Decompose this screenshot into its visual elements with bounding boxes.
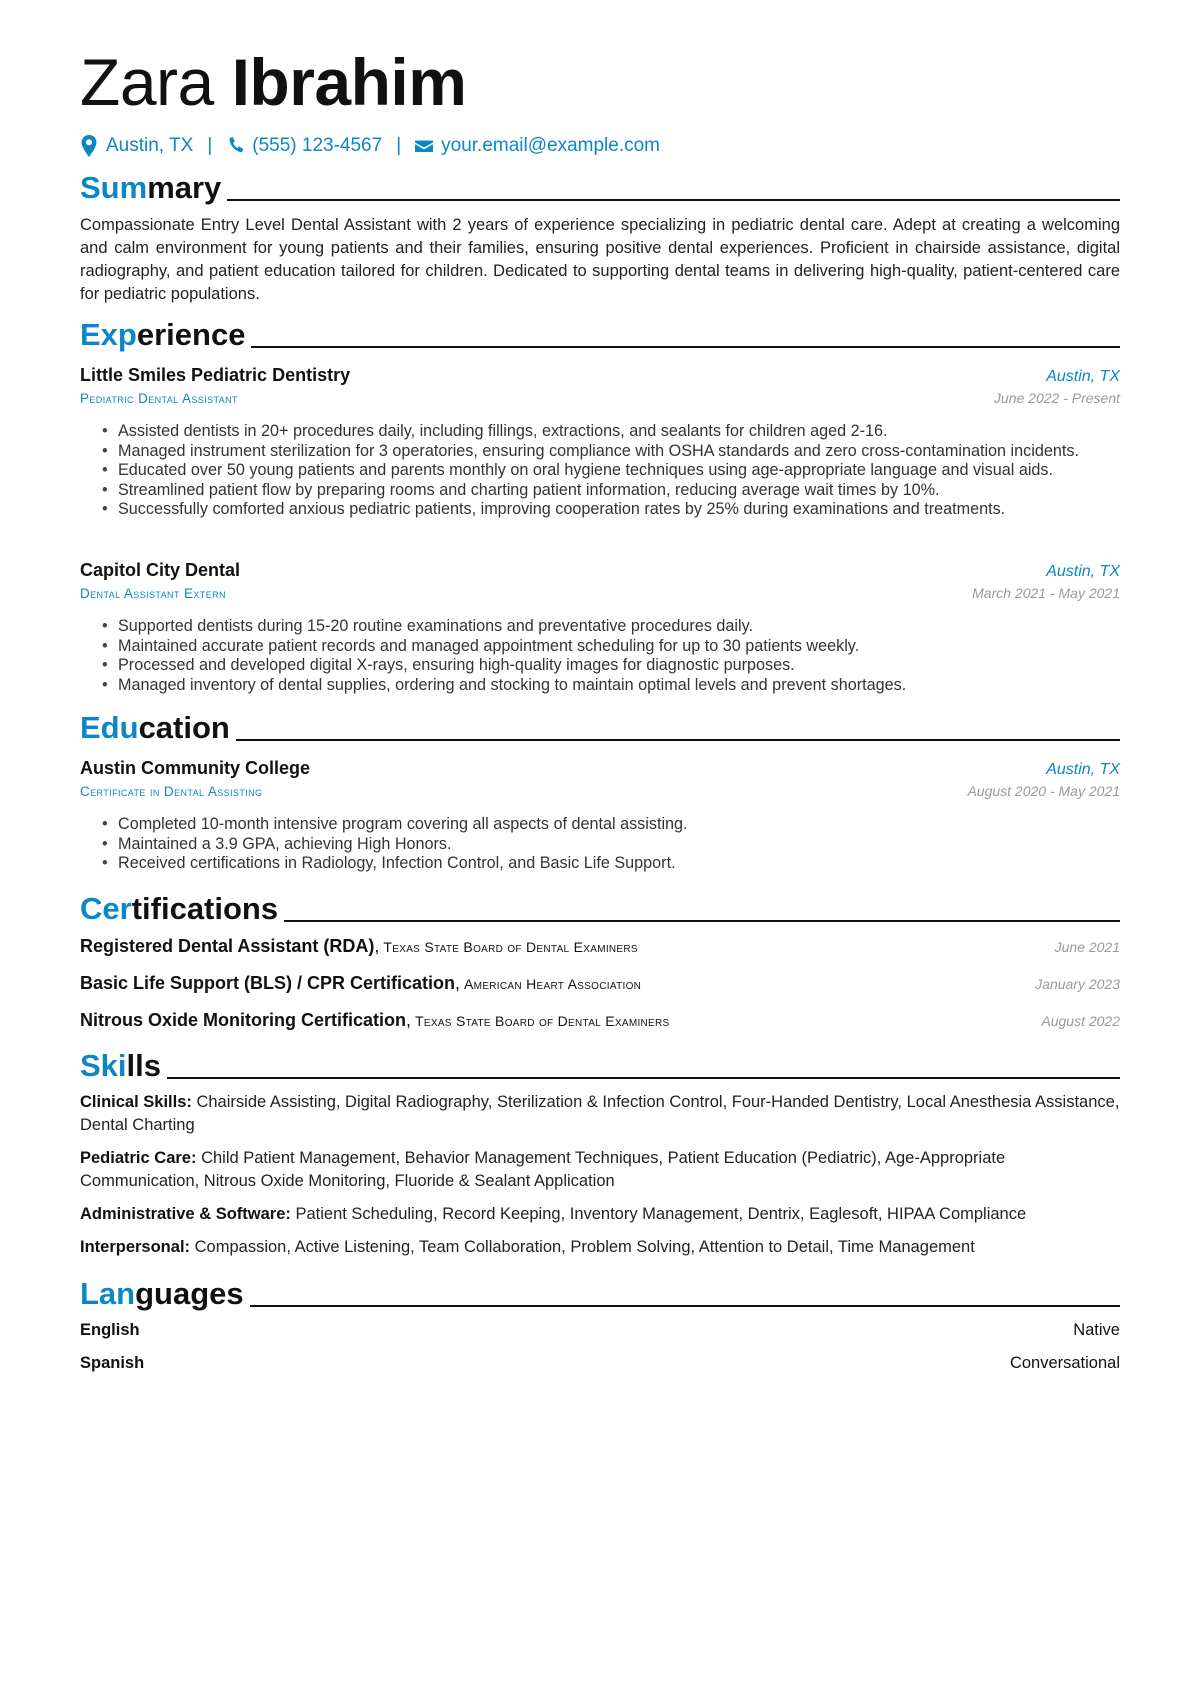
section-divider bbox=[236, 739, 1120, 741]
skill-list: Child Patient Management, Behavior Management Techniques, Patient Education (Pediatric), Age-Appropriate Communication, Nitrous Oxide Monitoring, Fluoride & Sealant Application bbox=[80, 1149, 1006, 1190]
certification-item: Registered Dental Assistant (RDA), Texas State Board of Dental Examiners June 2021 bbox=[80, 936, 1120, 956]
list-item: • Streamlined patient flow by preparing rooms and charting patient information, reducing average wait times by 10%. bbox=[80, 481, 1120, 501]
list-item: • Maintained accurate patient records and managed appointment scheduling for up to 30 patients weekly. bbox=[80, 637, 1120, 657]
section-divider bbox=[250, 1305, 1120, 1307]
school-name: Austin Community College bbox=[80, 758, 311, 778]
certification-item: Basic Life Support (BLS) / CPR Certification, American Heart Association January 2023 bbox=[80, 973, 1120, 993]
certification-date: August 2022 bbox=[1041, 1013, 1120, 1029]
language-level: Conversational bbox=[1009, 1354, 1120, 1372]
education-heading bbox=[80, 706, 1120, 746]
section-divider bbox=[284, 920, 1120, 922]
envelope-icon bbox=[415, 135, 433, 157]
list-item: • Managed inventory of dental supplies, ordering and stocking to maintain optimal levels and prevent shortages. bbox=[80, 676, 1120, 696]
contact-separator: | bbox=[396, 135, 402, 156]
certification-name: Nitrous Oxide Monitoring Certification bbox=[80, 1010, 407, 1030]
section-title: Certifications bbox=[80, 891, 279, 926]
skill-group bbox=[80, 1203, 1120, 1226]
section-title: Languages bbox=[80, 1276, 244, 1311]
program-name: Certificate in Dental Assisting bbox=[80, 784, 263, 799]
last-name: Ibrahim bbox=[231, 45, 467, 119]
certification-name: Basic Life Support (BLS) / CPR Certification bbox=[80, 973, 456, 993]
certification-name: Registered Dental Assistant (RDA) bbox=[80, 936, 375, 956]
job-location: Austin, TX bbox=[1046, 368, 1120, 385]
education-entry bbox=[80, 755, 1120, 874]
section-title: Education bbox=[80, 710, 230, 745]
contact-phone[interactable] bbox=[226, 135, 382, 157]
school-location: Austin, TX bbox=[1046, 761, 1120, 778]
job-dates: March 2021 - May 2021 bbox=[972, 585, 1120, 601]
languages-heading bbox=[80, 1272, 1120, 1312]
experience-heading bbox=[80, 313, 1120, 353]
skill-label: Pediatric Care: bbox=[80, 1149, 197, 1167]
certification-date: June 2021 bbox=[1054, 939, 1120, 955]
language-item bbox=[80, 1352, 1120, 1375]
company-name: Capitol City Dental bbox=[80, 560, 241, 580]
map-pin-icon bbox=[80, 135, 98, 157]
experience-entry bbox=[80, 557, 1120, 695]
skill-label: Interpersonal: bbox=[80, 1238, 191, 1256]
language-item bbox=[80, 1319, 1120, 1342]
first-name: Zara bbox=[80, 45, 214, 119]
skill-label: Administrative & Software: bbox=[80, 1205, 291, 1223]
location-text: Austin, TX bbox=[106, 135, 194, 156]
skill-group bbox=[80, 1236, 1120, 1259]
section-divider bbox=[167, 1077, 1120, 1079]
job-title: Pediatric Dental Assistant bbox=[80, 391, 238, 406]
list-item: • Assisted dentists in 20+ procedures daily, including fillings, extractions, and sealants for children aged 2-16. bbox=[80, 422, 1120, 442]
summary-text: Compassionate Entry Level Dental Assistant with 2 years of experience specializing in pediatric dental care. Adept at creating a welcoming and calm environment for young patients and their families, ensuring positive dental experiences. Proficient in chairside assistance, digital radiography, and patient education tailored for children. Dedicated to supporting dental teams in delivering high-quality, patient-centered care for pediatric populations. bbox=[80, 216, 1120, 303]
summary-heading bbox=[80, 166, 1120, 206]
education-bullets bbox=[80, 815, 1120, 874]
contact-email[interactable] bbox=[415, 135, 660, 157]
list-item: • Educated over 50 young patients and parents monthly on oral hygiene techniques using age-appropriate language and visual aids. bbox=[80, 461, 1120, 481]
job-dates: June 2022 - Present bbox=[993, 390, 1120, 406]
job-bullets bbox=[80, 617, 1120, 695]
section-title: Experience bbox=[80, 317, 246, 352]
education-dates: August 2020 - May 2021 bbox=[967, 783, 1120, 799]
list-item: • Managed instrument sterilization for 3 operatories, ensuring compliance with OSHA standards and zero cross-contamination incidents. bbox=[80, 442, 1120, 462]
section-title: Skills bbox=[80, 1048, 161, 1083]
skill-list: Patient Scheduling, Record Keeping, Inventory Management, Dentrix, Eaglesoft, HIPAA Compliance bbox=[295, 1205, 1027, 1223]
certification-issuer: American Heart Association bbox=[464, 976, 642, 992]
skill-list: Compassion, Active Listening, Team Collaboration, Problem Solving, Attention to Detail, Time Management bbox=[194, 1238, 975, 1256]
list-item: • Completed 10-month intensive program covering all aspects of dental assisting. bbox=[80, 815, 1120, 835]
list-item: • Received certifications in Radiology, Infection Control, and Basic Life Support. bbox=[80, 854, 1120, 874]
section-divider bbox=[251, 346, 1120, 348]
skill-list: Chairside Assisting, Digital Radiography, Sterilization & Infection Control, Four-Handed Dentistry, Local Anesthesia Assistance, Dental Charting bbox=[80, 1093, 1120, 1134]
certification-item: Nitrous Oxide Monitoring Certification, Texas State Board of Dental Examiners August 2022 bbox=[80, 1010, 1120, 1030]
email-text[interactable]: your.email@example.com bbox=[441, 135, 660, 156]
job-title: Dental Assistant Extern bbox=[80, 586, 226, 601]
list-item: • Processed and developed digital X-rays, ensuring high-quality images for diagnostic purposes. bbox=[80, 656, 1120, 676]
job-bullets bbox=[80, 422, 1120, 520]
certification-issuer: Texas State Board of Dental Examiners bbox=[415, 1013, 670, 1029]
skill-group bbox=[80, 1147, 1120, 1193]
skill-group bbox=[80, 1091, 1120, 1137]
job-location: Austin, TX bbox=[1046, 563, 1120, 580]
skills-heading bbox=[80, 1044, 1120, 1084]
contact-line bbox=[80, 131, 660, 161]
phone-text[interactable]: (555) 123-4567 bbox=[252, 135, 383, 156]
certifications-heading bbox=[80, 887, 1120, 927]
language-level: Native bbox=[1073, 1321, 1120, 1339]
company-name: Little Smiles Pediatric Dentistry bbox=[80, 365, 351, 385]
contact-location bbox=[80, 135, 193, 157]
language-name: Spanish bbox=[80, 1354, 145, 1372]
contact-separator: | bbox=[207, 135, 213, 156]
skill-label: Clinical Skills: bbox=[80, 1093, 192, 1111]
language-name: English bbox=[80, 1321, 140, 1339]
phone-icon bbox=[226, 135, 244, 157]
list-item: • Successfully comforted anxious pediatric patients, improving cooperation rates by 25% during examinations and treatments. bbox=[80, 500, 1120, 520]
certification-issuer: Texas State Board of Dental Examiners bbox=[383, 939, 638, 955]
candidate-name bbox=[80, 42, 466, 122]
certification-date: January 2023 bbox=[1035, 976, 1120, 992]
list-item: • Supported dentists during 15-20 routine examinations and preventative procedures daily. bbox=[80, 617, 1120, 637]
section-divider bbox=[227, 199, 1120, 201]
experience-entry bbox=[80, 362, 1120, 520]
list-item: • Maintained a 3.9 GPA, achieving High Honors. bbox=[80, 835, 1120, 855]
section-title: Summary bbox=[80, 170, 222, 205]
